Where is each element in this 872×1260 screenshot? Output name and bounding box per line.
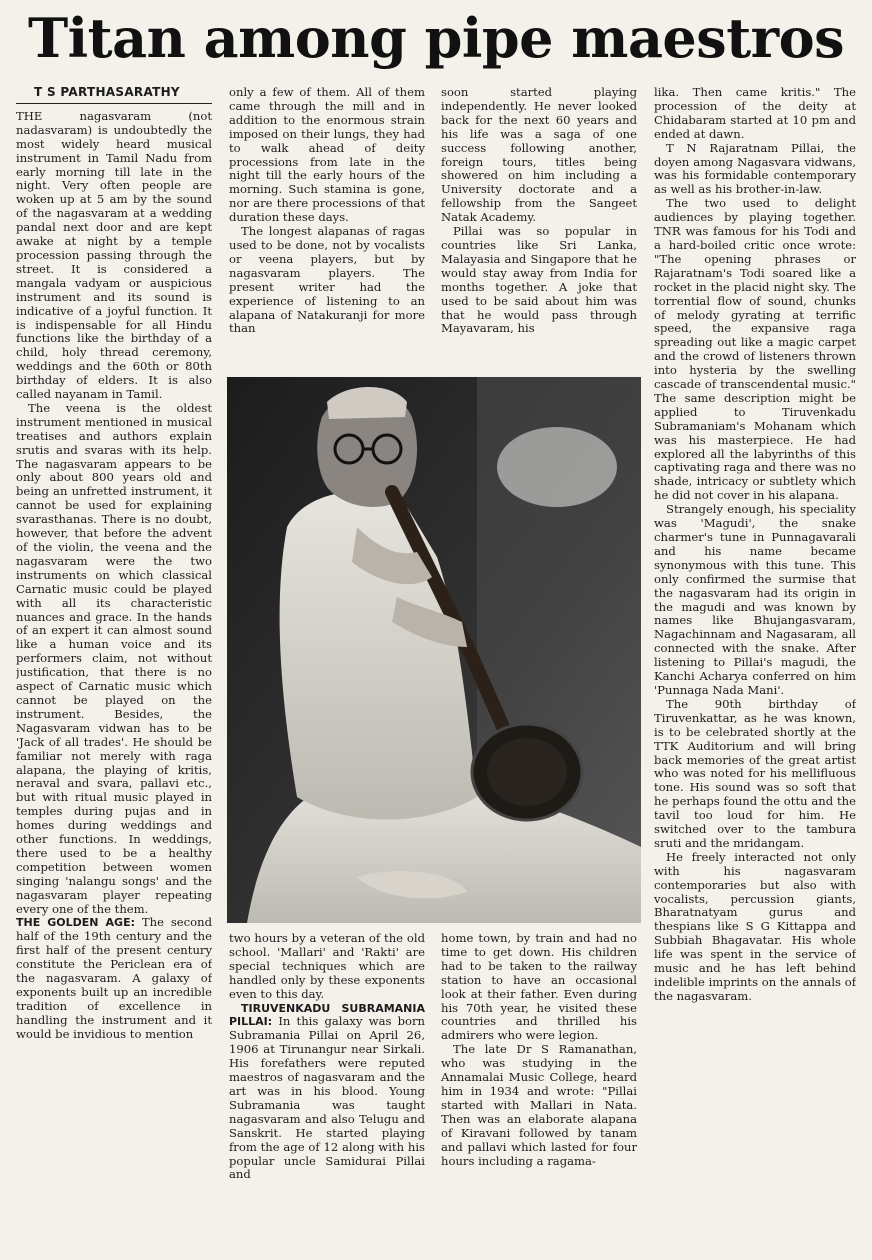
paragraph (16, 916, 212, 1041)
byline: T S PARTHASARATHY (16, 86, 212, 104)
column-1 (16, 86, 212, 1246)
headline: Titan among pipe maestros (27, 6, 845, 70)
paragraph: home town, by train and had no time to get down. His children had to be taken to the railway station to have an occasional look at their father. Even during his 70th year, he visited these countries and thrilled his admirers who were legion. (441, 932, 637, 1043)
paragraph: The two used to delight audiences by playing together. TNR was famous for his Todi and a hard-boiled critic once wrote: "The opening phrases or Rajaratnam's Todi soared like a rocket in the placid night sky. The torrential flow of sound, chunks of melody gyrating at terrific speed, the expansive raga spreading out like a magic carpet and the crowd of listeners thrown into hysteria by the swelling cascade of transcendental music." The same description might be applied to Tiruvenkadu Subramaniam's Mohanam which was his masterpiece. He had explored all the labyrinths of this captivating raga and there was no shade, intricacy or subtlety which he did not cover in his alapana. (654, 196, 856, 503)
paragraph: The late Dr S Ramanathan, who was studying in the Annamalai Music College, heard him in 1934 and wrote: "Pillai started with Mallari in Nata. Then was an elaborate alapana of Kiravani followed by tanam and pallavi which lasted for four hours including a ragama- (441, 1042, 637, 1168)
paragraph-text: The second half of the 19th century and the first half of the present century constitute the Periclean era of the nagasvaram. A galaxy of exponents built up an incredible tradition of excellence in handling the instrument and it would be invidious to mention (16, 915, 212, 1041)
paragraph: Pillai was so popular in countries like Sri Lanka, Malayasia and Singapore that he would stay away from India for months together. A joke that used to be said about him was that he would pass through Mayavaram, his (441, 224, 637, 336)
paragraph: only a few of them. All of them came through the mill and in addition to the enormous strain imposed on their lungs, they had to walk ahead of deity processions from late in the night till the early hours of the morning. Such stamina is gone, nor are there processions of that duration these days. (229, 86, 425, 225)
portrait-photo (227, 377, 641, 923)
paragraph: The longest alapanas of ragas used to be done, not by vocalists or veena players, but by nagasvaram players. The present writer had the experience of listening to an alapana of Natakuranji for more than (229, 224, 425, 336)
paragraph: soon started playing independently. He never looked back for the next 60 years and his life was a saga of one success following another, foreign tours, titles being showered on him including a University doctorate and a fellowship from the Sangeet Natak Academy. (441, 86, 637, 225)
paragraph-text: In this galaxy was born Subramania Pillai on April 26, 1906 at Tirunangur near Sirkali. His forefathers were reputed maestros of nagasvaram and the art was in his blood. Young Subramania was taught nagasvaram and also Telugu and Sanskrit. He started playing from the age of 12 along with his popular uncle Samidurai Pillai and (229, 1014, 425, 1182)
paragraph: two hours by a veteran of the old school. 'Mallari' and 'Rakti' are special techniques which are handled only by these exponents even to this day. (229, 932, 425, 1001)
paragraph (229, 1002, 425, 1183)
musician-illustration (227, 377, 641, 923)
paragraph: THE nagasvaram (not nadasvaram) is undoubtedly the most widely heard musical instrument in Tamil Nadu from early morning till late in the night. Very often people are woken up at 5 am by the sound of the nagasvaram at a wedding pandal next door and are kept awake at night by a temple procession passing through the street. It is considered a mangala vadyam or auspicious instrument and its sound is indicative of a joyful function. It is indispensable for all Hindu functions like the birthday of a child, holy thread ceremony, weddings and the 60th or 80th birthday of elders. It is also called nayanam in Tamil. (16, 108, 212, 402)
subheading-tiruvenkadu: TIRUVENKADU SUBRAMANIA PILLAI: (229, 1001, 425, 1029)
paragraph: lika. Then came kritis." The procession of the deity at Chidabaram started at 10 pm and ended at dawn. (654, 86, 856, 141)
paragraph: The veena is the oldest instrument mentioned in musical treatises and authors explain srutis and svaras with its help. The nagasvaram appears to be only about 800 years old and being an unfretted instrument, it cannot be used for explaining svarasthanas. There is no doubt, however, that before the advent of the violin, the veena and the nagasvaram were the two instruments on which classical Carnatic music could be played with all its characteristic nuances and grace. In the hands of an expert it can almost sound like a human voice and its performers claim, not without justification, that there is no aspect of Carnatic music which cannot be played on the instrument. Besides, the Nagasvaram vidwan has to be 'Jack of all trades'. He should be familiar not merely with raga alapana, the playing of kritis, neraval and svara, pallavi etc., but with ritual music played in temples during pujas and in homes during weddings and other functions. In weddings, there used to be a healthy competition between women singing 'nalangu songs' and the nagasvaram player repeating every one of the them. (16, 400, 212, 916)
column-2-top (229, 86, 425, 376)
paragraph: T N Rajaratnam Pillai, the doyen among Nagasvara vidwans, was his formidable contemporary as well as his brother-in-law. (654, 140, 856, 197)
column-3-bottom (441, 932, 637, 1246)
column-4 (654, 86, 856, 1246)
paragraph: The 90th birthday of Tiruvenkattar, as he was known, is to be celebrated shortly at the TTK Auditorium and will bring back memories of the great artist who was noted for his mellifluous tone. His sound was so soft that he perhaps found the ottu and the tavil too loud for him. He switched over to the tambura sruti and the mridangam. (654, 696, 856, 850)
column-2-bottom (229, 932, 425, 1246)
paragraph: Strangely enough, his speciality was 'Magudi', the snake charmer's tune in Punnagavarali and his name became synonymous with this tune. This only confirmed the surmise that the nagasvaram had its origin in the magudi and was known by names like Bhujangasvaram, Nagachinnam and Nagasaram, all connected with the snake. After listening to Pillai's magudi, the Kanchi Acharya conferred on him 'Punnaga Nada Mani'. (654, 502, 856, 697)
subheading-golden-age: THE GOLDEN AGE: (16, 916, 135, 930)
column-3-top (441, 86, 637, 376)
paragraph: He freely interacted not only with his nagasvaram contemporaries but also with vocalists, percussion giants, Bharatnatyam gurus and thespians like S G Kittappa and Subbiah Bhagavatar. His whole life was spent in the service of music and he has left behind indelible imprints on the annals of the nagasvaram. (654, 849, 856, 1003)
